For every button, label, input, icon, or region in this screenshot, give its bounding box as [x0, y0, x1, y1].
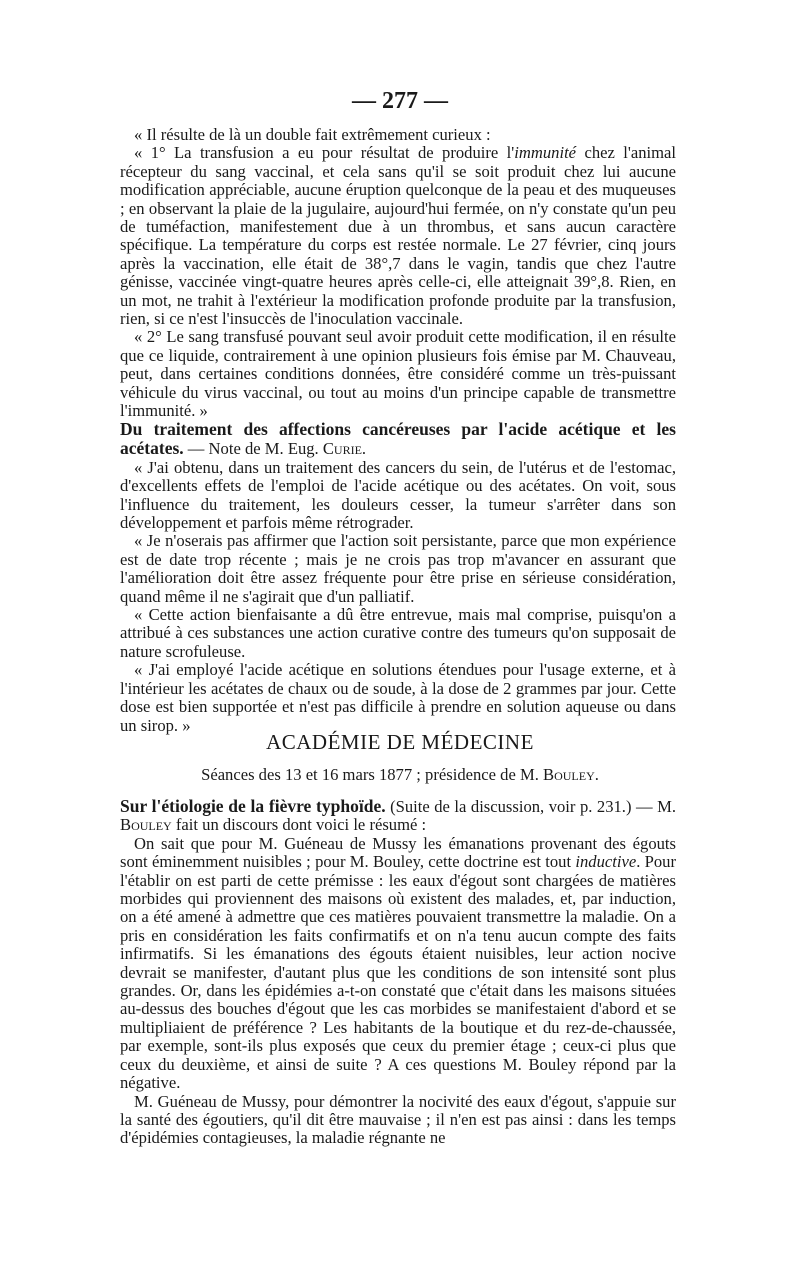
page-number: — 277 —: [352, 88, 448, 114]
section-heading: Du traitement des affections cancéreuses par l'acide acétique et les acétates. — Note de M. Eug. Curie.: [120, 419, 676, 459]
section-heading: Sur l'étiologie de la fièvre typhoïde. (Suite de la discussion, voir p. 231.) — M. Bouley fait un discours dont voici le résumé :: [120, 796, 676, 835]
paragraph: On sait que pour M. Guéneau de Mussy les émanations provenant des égouts sont éminemment nuisibles ; pour M. Bouley, cette doctrine est tout inductive. Pour l'établir on est parti de cette prémisse : les eaux d'égout sont chargées de matières morbides qui proviennent des maisons où existent des malades, et, par induction, on a été amené à admettre que ces matières pouvaient transmettre la maladie. On a pris en considération les faits confirmatifs et on n'a tenu aucun compte des faits infirmatifs. Si les émanations des égouts étaient nuisibles, leur action nocive devrait se manifester, d'autant plus que les conditions de son intensité sont plus grandes. Or, dans les épidémies a-t-on constaté que c'était dans les maisons situées au-dessus des bouches d'égout que les cas morbides se manifestaient d'abord et se multipliaient de préférence ? Les habitants de la boutique et du rez-de-chaussée, par exemple, sont-ils plus exposés que ceux du premier étage ; ceux-ci plus que ceux du deuxième, et ainsi de suite ? A ces questions M. Bouley répond par la négative.: [120, 833, 676, 1093]
paragraph: « J'ai obtenu, dans un traitement des cancers du sein, de l'utérus et de l'estomac, d'excellents effets de l'emploi de l'acide acétique ou des acétates. On voit, sous l'influence du traitement, les douleurs cesser, la tumeur s'arrêter dans son développement et parfois même rétrograder.: [120, 457, 676, 533]
section-cancer: [120, 420, 676, 735]
seances-line: Séances des 13 et 16 mars 1877 ; présidence de M. Bouley.: [201, 765, 599, 784]
paragraph: « Cette action bienfaisante a dû être entrevue, mais mal comprise, puisqu'on a attribué à ces substances une action curative contre des tumeurs qu'on supposait de nature scrofuleuse.: [120, 605, 676, 661]
section-typhoide: [120, 797, 676, 1148]
paragraph: « J'ai employé l'acide acétique en solutions étendues pour l'usage externe, et à l'intérieur les acétates de chaux ou de soude, à la dose de 2 grammes par jour. Cette dose est bien supportée et n'est pas difficile à prendre en solution aqueuse ou dans un sirop. »: [120, 660, 676, 735]
section-title: Du traitement des affections cancéreuses par l'acide acétique et les acétates.: [120, 419, 676, 459]
paragraph: M. Guéneau de Mussy, pour démontrer la nocivité des eaux d'égout, s'appuie sur la santé des égoutiers, qu'il dit être mauvaise ; il n'en est pas ainsi : dans les temps d'épidémies contagieuses, la maladie régnante ne: [120, 1091, 676, 1148]
paragraph: « Il résulte de là un double fait extrêmement curieux :: [134, 125, 491, 144]
paragraph: « Je n'oserais pas affirmer que l'action soit persistante, parce que mon expérience est de date trop récente ; mais je ne crois pas trop m'avancer en assurant que l'amélioration doit être assez fréquente pour être prise en sérieuse considération, quand même il ne s'agirait que d'un palliatif.: [120, 531, 676, 606]
academie-heading: ACADÉMIE DE MÉDECINE: [266, 730, 534, 754]
author-name: Curie: [322, 439, 362, 459]
section-title: Sur l'étiologie de la fièvre typhoïde.: [120, 796, 386, 816]
paragraph: « 2° Le sang transfusé pouvant seul avoir produit cette modification, il en résulte que ce liquide, contrairement à une opinion plusieurs fois émise par M. Chauveau, peut, dans certaines conditions données, être considéré comme un très-puissant véhicule du virus vaccinal, ou tout au moins d'un principe capable de transmettre l'immunité. »: [120, 327, 676, 421]
section-transfusion: [120, 126, 676, 421]
paragraph: « 1° La transfusion a eu pour résultat de produire l'immunité chez l'animal récepteur du sang vaccinal, et cela sans qu'il se soit produit chez lui aucune modification appréciable, aucune éruption quelconque de la peau et des muqueuses ; en observant la plaie de la jugulaire, aujourd'hui fermée, on n'y constate qu'un peu de tuméfaction, manifestement due à un thrombus, et sans aucun caractère spécifique. La température du corps est restée normale. Le 27 février, cinq jours après la vaccination, elle était de 38°,7 dans le vagin, tandis que chez l'autre génisse, vaccinée vingt-quatre heures après celle-ci, elle atteignait 39°,8. Rien, en un mot, ne trahit à l'extérieur la modification profonde produite par la transfusion, rien, si ce n'est l'insuccès de l'inoculation vaccinale.: [120, 143, 677, 329]
president-name: Bouley.: [543, 765, 599, 784]
